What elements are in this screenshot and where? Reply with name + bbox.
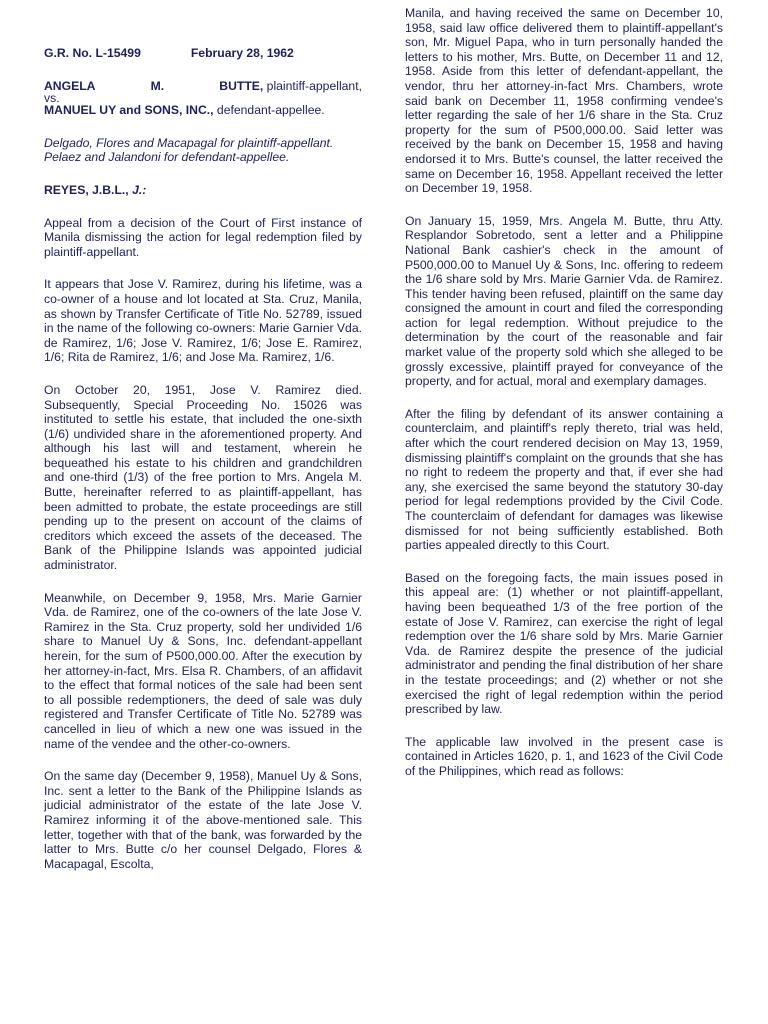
paragraph: It appears that Jose V. Ramirez, during his lifetime, was a co-owner of a house and lot located at Sta. Cruz, Manila, as shown by Transfer Certificate of Title No. 52789, issued in the name of the following co-owners: Marie Garnier Vda. de Ramirez, 1/6; Jose V. Ramirez, 1/6; Jose E. Ramirez, 1/6; Rita de Ramirez, 1/6; and Jose Ma. Ramirez, 1/6. xyxy=(44,277,362,365)
paragraph: On October 20, 1951, Jose V. Ramirez died. Subsequently, Special Proceeding No. 15026 was instituted to settle his estate, that included the one-sixth (1/6) undivided share in the aforementioned property. And although his last will and testament, wherein he bequeathed his estate to his children and grandchildren and one-third (1/3) of the free portion to Mrs. Angela M. Butte, hereinafter referred to as plaintiff-appellant, has been admitted to probate, the estate proceedings are still pending up to the present on account of the claims of creditors which exceed the assets of the deceased. The Bank of the Philippine Islands was appointed judicial administrator. xyxy=(44,382,362,573)
plaintiff-name-middle: M. xyxy=(150,78,165,93)
plaintiff-name-first: ANGELA xyxy=(44,78,96,93)
paragraph: Appeal from a decision of the Court of First instance of Manila dismissing the action for legal redemption filed by plaintiff-appellant. xyxy=(44,215,362,259)
counsel-defendant: Pelaez and Jalandoni for defendant-appellee. xyxy=(44,150,290,165)
paragraph: Meanwhile, on December 9, 1958, Mrs. Marie Garnier Vda. de Ramirez, one of the co-owners of the late Jose V. Ramirez in the Sta. Cruz property, sold her undivided 1/6 share to Manuel Uy & Sons, Inc. defendant-appellant herein, for the sum of P500,000.00. After the execution by her attorney-in-fact, Mrs. Elsa R. Chambers, of an affidavit to the effect that formal notices of the sale had been sent to all possible redemptioners, the deed of sale was duly registered and Transfer Certificate of Title No. 52789 was cancelled in lieu of which a new one was issued in the name of the vendee and the other-co-owners. xyxy=(44,590,362,751)
case-caption xyxy=(44,79,362,118)
case-number: G.R. No. L-15499 xyxy=(44,46,141,60)
paragraph: Based on the foregoing facts, the main issues posed in this appeal are: (1) whether or not plaintiff-appellant, having been bequeathed 1/3 of the free portion of the estate of Jose V. Ramirez, can exercise the right of legal redemption over the 1/6 share sold by Mrs. Marie Garnier Vda. de Ramirez despite the presence of the judicial administrator and pending the final distribution of her share in the testate proceedings; and (2) whether or not she exercised the right of legal redemption within the period prescribed by law. xyxy=(405,570,723,717)
left-column xyxy=(44,46,362,889)
counsel-plaintiff: Delgado, Flores and Macapagal for plaintiff-appellant. xyxy=(44,135,334,150)
paragraph: After the filing by defendant of its answer containing a counterclaim, and plaintiff's reply thereto, trial was held, after which the court rendered decision on May 13, 1959, dismissing plaintiff's complaint on the grounds that she has no right to redeem the property and that, if ever she had any, she exercised the same beyond the statutory 30-day period for legal redemptions provided by the Civil Code. The counterclaim of defendant for damages was likewise dismissed for not being sufficiently established. Both parties appealed directly to this Court. xyxy=(405,406,723,553)
counsel-block xyxy=(44,136,362,165)
case-date: February 28, 1962 xyxy=(190,46,294,60)
right-column xyxy=(405,6,723,797)
paragraph: Manila, and having received the same on December 10, 1958, said law office delivered them to plaintiff-appellant's son, Mr. Miguel Papa, who in turn personally handed the letters to his mother, Mrs. Butte, on December 11 and 12, 1958. Aside from this letter of defendant-appellant, the vendor, thru her attorney-in-fact Mrs. Chambers, wrote said bank on December 11, 1958 confirming vendee's letter regarding the sale of her 1/6 share in the Sta. Cruz property for the sum of P500,000.00. Said letter was received by the bank on December 15, 1958 and having endorsed it to Mrs. Butte's counsel, the latter received the same on December 16, 1958. Appellant received the letter on December 19, 1958. xyxy=(405,6,723,196)
ponente xyxy=(44,183,362,198)
paragraph: On the same day (December 9, 1958), Manuel Uy & Sons, Inc. sent a letter to the Bank of the Philippine Islands as judicial administrator of the estate of the late Jose V. Ramirez informing it of the above-mentioned sale. This letter, together with that of the bank, was forwarded by the latter to Mrs. Butte c/o her counsel Delgado, Flores & Macapagal, Escolta, xyxy=(44,769,362,871)
versus-text: vs. xyxy=(44,91,60,106)
plaintiff-role: plaintiff-appellant, xyxy=(263,78,362,93)
plaintiff-name-last: BUTTE, xyxy=(219,78,264,93)
defendant-name: MANUEL UY and SONS, INC., xyxy=(44,103,214,118)
paragraph: The applicable law involved in the present case is contained in Articles 1620, p. 1, and 1623 of the Civil Code of the Philippines, which read as follows: xyxy=(405,734,723,778)
case-header xyxy=(44,46,362,61)
ponente-title: J.: xyxy=(132,182,147,197)
defendant-role: defendant-appellee. xyxy=(213,103,325,118)
ponente-name: REYES, J.B.L., xyxy=(44,182,129,197)
paragraph: On January 15, 1959, Mrs. Angela M. Butte, thru Atty. Resplandor Sobretodo, sent a letter and a Philippine National Bank cashier's check in the amount of P500,000.00 to Manuel Uy & Sons, Inc. offering to redeem the 1/6 share sold by Mrs. Marie Garnier Vda. de Ramirez. This tender having been refused, plaintiff on the same day consigned the amount in court and filed the corresponding action for legal redemption. Without prejudice to the determination by the court of the reasonable and fair market value of the property sold which she alleged to be grossly excessive, plaintiff prayed for conveyance of the property, and for actual, moral and exemplary damages. xyxy=(405,213,723,389)
